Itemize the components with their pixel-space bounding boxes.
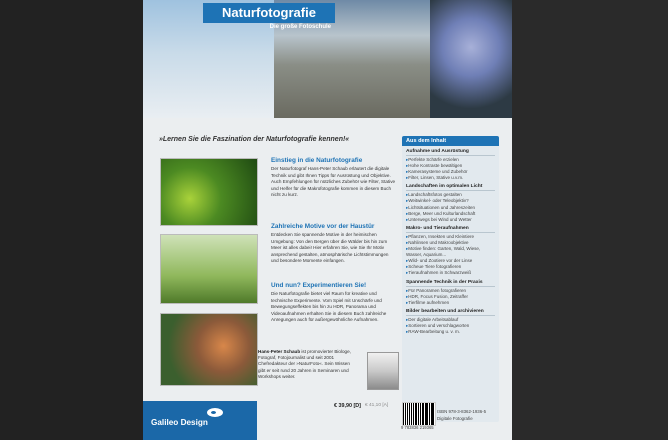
sidebar-item: ▸ HDR, Focus Fusion, Zeitraffer [406, 294, 495, 300]
sidebar-section-title: Landschaften im optimalen Licht [406, 184, 495, 191]
right-margin [512, 0, 668, 440]
photo-band [143, 0, 512, 118]
book-subtitle: Die große Fotoschule [269, 24, 331, 30]
sidebar-section-2 [402, 181, 499, 222]
left-margin [0, 0, 143, 440]
section-1-text: Der Naturfotograf Hans-Peter Schaub erläutert die digitale Technik und gibt Ihnen Tipps für Ausrüstung und Objektive. Auch Empfehlungen für nützliches Zubehör wie Filter, Stative und Helfer für die Makrofotografie kommen in diesem Buch nicht zu kurz. [271, 166, 396, 198]
book-category: Digitale Fotografie [437, 416, 473, 421]
sidebar-section-title: Spannende Technik in der Praxis [406, 280, 495, 287]
sidebar-heading: Aus dem Inhalt [402, 136, 499, 146]
book-title: Naturfotografie [203, 3, 335, 23]
price-at: € 41,10 [A] [365, 403, 389, 408]
author-portrait [367, 352, 399, 390]
sidebar-item: ▸ Unterwegs bei Wind und Wetter [406, 217, 495, 223]
sidebar-section-4 [402, 277, 499, 306]
sidebar-item: ▸ Der digitale Arbeitsablauf [406, 317, 495, 323]
author-bio [258, 349, 358, 380]
publisher-name: Galileo Design [151, 418, 208, 427]
sidebar-item: ▸ Landschaftsfotos gestalten [406, 192, 495, 198]
author-name: Hans-Peter Schaub [258, 349, 301, 354]
bellflower-photo [430, 0, 512, 118]
section-2-heading: Zahlreiche Motive vor der Haustür [271, 223, 375, 230]
sidebar-item: ▸ Berge, Meer und Kulturlandschaft [406, 211, 495, 217]
sidebar-item: ▸ Perfekte Schärfe erzielen [406, 157, 495, 163]
planet-icon [207, 408, 223, 417]
sidebar-section-5 [402, 306, 499, 335]
sidebar-item: ▸ Scheue Tiere fotografieren [406, 264, 495, 270]
sidebar-item: ▸ Filter, Linsen, Stative u.v.m. [406, 175, 495, 181]
camera-thumbnail [160, 234, 258, 304]
barcode-digits: 9 783836 219365 [401, 425, 434, 430]
section-1-heading: Einstieg in die Naturfotografie [271, 157, 363, 164]
sidebar-section-title: Makro- und Tieraufnahmen [406, 226, 495, 233]
sidebar-item: ▸ Sortieren und verschlagworten [406, 323, 495, 329]
leaves-thumbnail [160, 158, 258, 226]
price-de: € 39,90 [D] [334, 403, 361, 409]
sidebar-item: ▸ Hohe Kontraste bewältigen [406, 163, 495, 169]
sidebar-section-title: Bilder bearbeiten und archivieren [406, 309, 495, 316]
sidebar-item: ▸ Wild- und Zootiere vor der Linse [406, 258, 495, 264]
sidebar-item: ▸ Tieraufnahmen in Schwarzweiß [406, 270, 495, 276]
sidebar-section-3 [402, 223, 499, 277]
sidebar-item: ▸ Lichtsituationen und Jahreszeiten [406, 205, 495, 211]
isbn-number: ISBN 978-3-8362-1936-5 [437, 409, 487, 414]
contents-sidebar [402, 136, 499, 422]
section-3 [271, 283, 396, 323]
section-1 [271, 158, 396, 198]
sidebar-item: ▸ Tierfilme aufnehmen [406, 300, 495, 306]
sidebar-item: ▸ Für Panoramen fotografieren [406, 288, 495, 294]
book-back-cover [143, 0, 512, 440]
author-text: ist promovierter Biologe, Fotograf, Fotojournalist und seit 2001 Chefredakteur der »NaturFoto«. Sein Wissen gibt er seit rund 20 Jahren in Seminaren und Workshops weiter. [258, 349, 351, 379]
barcode [402, 402, 436, 426]
section-3-heading: Und nun? Experimentieren Sie! [271, 282, 367, 289]
bird-thumbnail [160, 313, 258, 386]
tagline: »Lernen Sie die Faszination der Naturfotografie kennen!« [159, 136, 350, 143]
sidebar-section-1 [402, 146, 499, 181]
section-2 [271, 224, 396, 264]
section-2-text: Entdecken Sie spannende Motive in der heimischen Umgebung: Von den Bergen über die Wälder bis hin zum Meer ist alles dabei! Hier erfahren Sie, wie Sie Ihr Motiv ansprechend gestalten, atmosphärische Lichtstimmungen und besondere Momente einfangen. [271, 232, 389, 264]
sidebar-item: ▸ Pflanzen, Insekten und Kleintiere [406, 234, 495, 240]
publisher-logo [143, 401, 257, 440]
sidebar-item: ▸ Nahlinsen und Makroobjektive [406, 240, 495, 246]
sidebar-item: ▸ Weitwinkel- oder Teleobjektiv? [406, 198, 495, 204]
sidebar-section-title: Aufnahme und Ausrüstung [406, 149, 495, 156]
section-3-text: Die Naturfotografie bietet viel Raum für kreative und technische Experimente. Vom Spiel mit Unschärfe und Bewegungseffekten bis hin zu HDR, Panorama und Videoaufnahmen erhalten Sie in diesem Buch zahlreiche Anregungen auch für außergewöhnliche Aufnahmen. [271, 291, 387, 323]
sidebar-item: ▸ Motive finden: Garten, Wald, Wiese, Wasser, Aquarium... [406, 246, 495, 258]
sidebar-item: ▸ Kamerasysteme und Zubehör [406, 169, 495, 175]
sidebar-item: ▸ RAW-Bearbeitung u. v. m. [406, 329, 495, 335]
